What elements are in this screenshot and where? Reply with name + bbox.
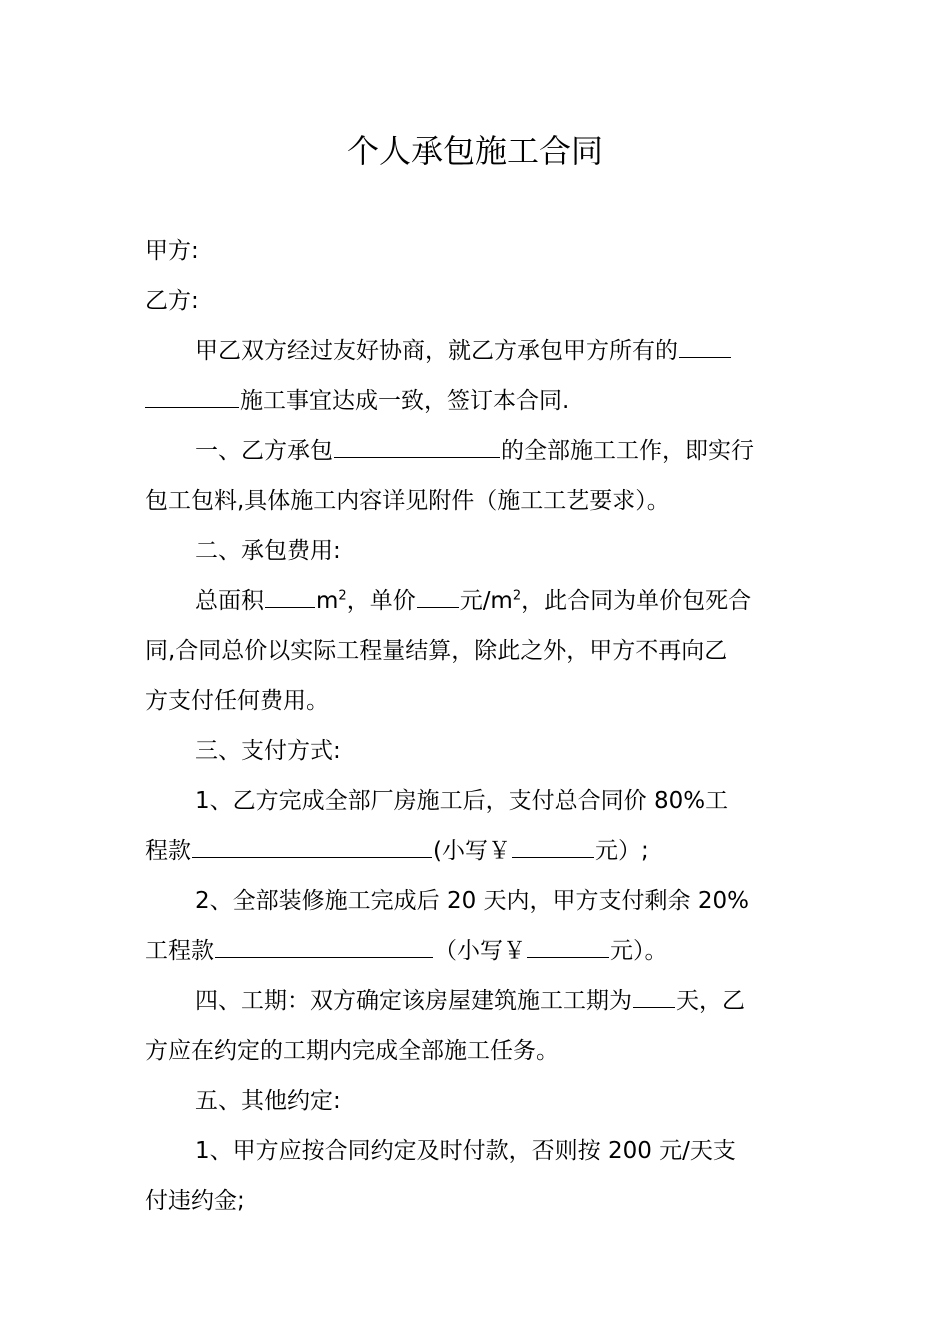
other-1-line-1: 1、甲方应按合同约定及时付款，否则按 200 元/天支	[195, 1138, 736, 1164]
intro-line-1	[145, 326, 807, 376]
section-1-text-a: 一、乙方承包	[195, 438, 333, 464]
section-3-heading: 三、支付方式:	[195, 738, 341, 764]
section-2-line-1	[145, 576, 807, 626]
unit-price-blank	[417, 584, 459, 608]
unit-price-exponent: 2	[512, 588, 522, 604]
unit-price-unit: 元/m	[459, 588, 513, 614]
payment-2-line-2	[145, 926, 807, 976]
duration-blank	[633, 984, 675, 1008]
section-2-text-a: 总面积	[195, 588, 264, 614]
payment-1-amount-blank	[192, 834, 432, 858]
section-2-line-3: 方支付任何费用。	[145, 688, 329, 714]
contract-body	[145, 226, 807, 1226]
section-2-line-2: 同,合同总价以实际工程量结算，除此之外，甲方不再向乙	[145, 638, 728, 664]
section-1-text-b: 的全部施工工作，即实行	[501, 438, 754, 464]
payment-1-figure-blank	[512, 834, 594, 858]
intro-text-1: 甲乙双方经过友好协商，就乙方承包甲方所有的	[195, 338, 678, 364]
payment-2-figure-blank	[527, 934, 609, 958]
section-2-text-c: ，此合同为单价包死合	[521, 588, 752, 614]
intro-line-2	[145, 376, 807, 426]
party-b-label: 乙方:	[145, 288, 199, 314]
section-4-line-1	[145, 976, 807, 1026]
payment-2-text-c: 元）。	[610, 938, 668, 964]
section-1-line-1	[145, 426, 807, 476]
intro-text-2: 施工事宜达成一致，签订本合同.	[240, 388, 570, 414]
section-1-line-2: 包工包料,具体施工内容详见附件（施工工艺要求）。	[145, 488, 670, 514]
payment-1-line-1: 1、乙方完成全部厂房施工后，支付总合同价 80%工	[195, 788, 729, 814]
payment-2-amount-blank	[215, 934, 433, 958]
document-title: 个人承包施工合同	[346, 132, 603, 170]
payment-2-text-b: （小写￥	[434, 938, 526, 964]
other-1-line-2: 付违约金;	[145, 1188, 245, 1214]
area-blank	[265, 584, 315, 608]
contract-scope-blank	[334, 434, 500, 458]
payment-1-line-2	[145, 826, 807, 876]
payment-2-text-a: 工程款	[145, 938, 214, 964]
project-name-blank	[679, 334, 731, 358]
payment-1-text-c: 元）;	[594, 838, 649, 864]
party-a-label: 甲方:	[145, 238, 199, 264]
project-name-blank-cont	[145, 384, 239, 408]
payment-1-text-b: (小写￥	[433, 838, 511, 864]
payment-2-line-1: 2、全部装修施工完成后 20 天内，甲方支付剩余 20%	[195, 888, 749, 914]
section-5-heading: 五、其他约定:	[195, 1088, 341, 1114]
section-4-text-b: 天，乙	[676, 988, 745, 1014]
area-unit: m	[316, 588, 339, 614]
section-2-text-b: ，单价	[346, 588, 416, 614]
area-unit-exponent: 2	[338, 588, 347, 604]
section-4-line-2: 方应在约定的工期内完成全部施工任务。	[145, 1038, 559, 1064]
payment-1-text-a: 程款	[145, 838, 191, 864]
section-2-heading: 二、承包费用:	[195, 538, 341, 564]
section-4-text-a: 四、工期：双方确定该房屋建筑施工工期为	[195, 988, 632, 1014]
